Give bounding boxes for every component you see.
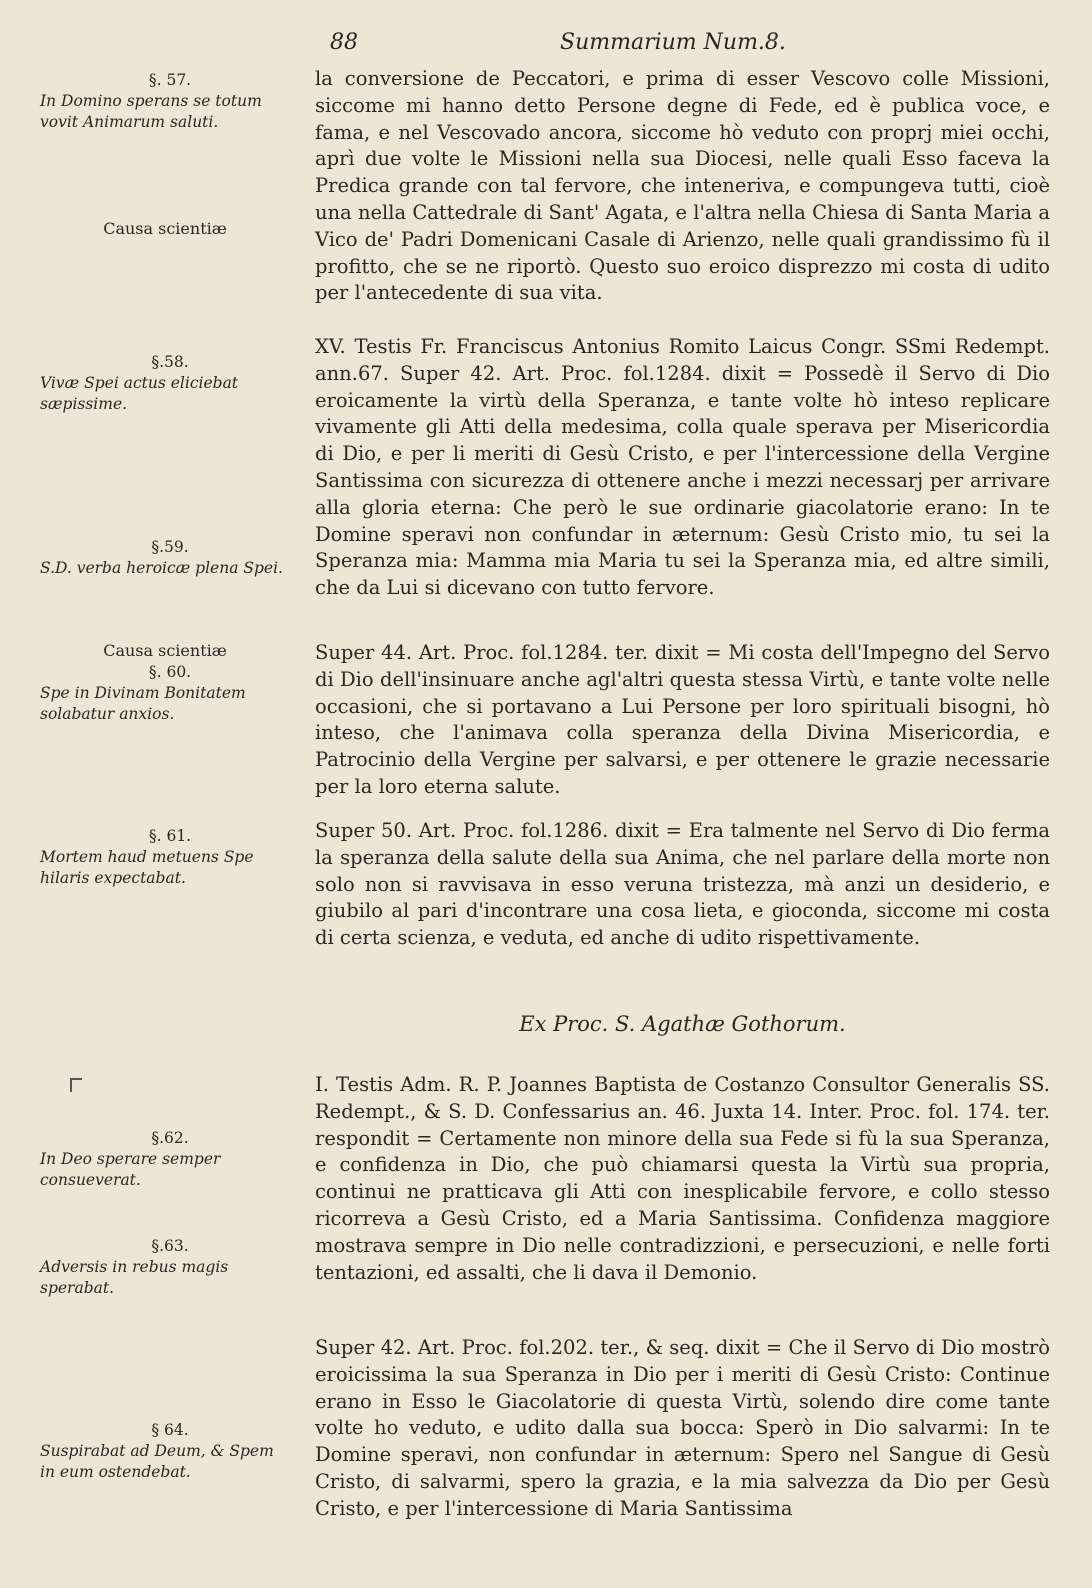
margin-note-text: Adversis in rebus magis sperabat.	[40, 1258, 229, 1297]
margin-note-text: In Deo sperare semper consueverat.	[40, 1150, 221, 1189]
margin-note	[40, 70, 290, 133]
section-number: §.63.	[151, 1237, 189, 1255]
paragraph: XV. Testis Fr. Franciscus Antonius Romito Laicus Congr. SSmi Redempt. ann.67. Super 42. Art. Proc. fol.1284. dixit = Possedè il Servo di Dio eroicamente la virtù della Speranza, e tante volte hò inteso replicare vivamente gli Atti della medesima, colla quale sperava per Misericordia di Dio, e per li meriti di Gesù Cristo, e per l'intercessione della Vergine Santissima con sicurezza di ottenere anche i mezzi necessarj per arrivare alla gloria eterna: Che però le sue ordinarie giacolatorie erano: In te Domine speravi non confundar in æternum: Gesù Cristo mio, tu sei la Speranza mia: Mamma mia Maria tu sei la Speranza mia, ed altre simili, che da Lui si dicevano con tutto fervore.	[315, 335, 1050, 600]
section-number: §. 57.	[148, 71, 192, 89]
running-title: Summarium Num.8.	[560, 30, 786, 55]
margin-note	[40, 826, 290, 889]
margin-note-text: Vivæ Spei actus eliciebat sæpissime.	[40, 374, 239, 413]
margin-note-causa: Causa scientiæ	[103, 219, 227, 238]
margin-note-text: Suspirabat ad Deum, & Spem in eum ostendebat.	[40, 1442, 274, 1481]
section-heading: Ex Proc. S. Agathæ Gothorum.	[519, 1012, 846, 1036]
section-number: § 64.	[151, 1421, 189, 1439]
paragraph: Super 42. Art. Proc. fol.202. ter., & seq. dixit = Che il Servo di Dio mostrò eroicissima la sua Speranza in Dio per i meriti di Gesù Cristo: Continue erano in Esso le Giacolatorie di questa Virtù, solendo dire come tante volte ho veduto, e udito dalla sua bocca: Sperò in Dio salvarmi: In te Domine speravi, non confundar in æternum: Spero nel Sangue di Gesù Cristo, di salvarmi, spero la grazia, e la mia salvezza da Dio per Gesù Cristo, e per l'intercessione di Maria Santissima	[315, 1336, 1050, 1520]
page-header	[330, 30, 1030, 60]
section-number: §.58.	[151, 353, 189, 371]
section-number: §.59.	[151, 538, 189, 556]
margin-note	[40, 662, 290, 725]
paragraph: I. Testis Adm. R. P. Joannes Baptista de Costanzo Consultor Generalis SS. Redempt., & S. D. Confessarius an. 46. Juxta 14. Inter. Proc. fol. 174. ter. respondit = Certamente non minore della sua Fede si fù la sua Speranza, e confidenza in Dio, che può chiamarsi questa la Virtù sua propria, continui ne pratticava gli Atti con inesplicabile fervore, e collo stesso ricorreva a Gesù Cristo, ed a Maria Santissima. Confidenza maggiore mostrava sempre in Dio nelle contradizzioni, e persecuzioni, e nelle forti tentazioni, ed assalti, che li dava il Demonio.	[315, 1073, 1050, 1284]
paragraph: Super 44. Art. Proc. fol.1284. ter. dixit = Mi costa dell'Impegno del Servo di Dio dell'insinuare anche agl'altri questa stessa Virtù, e tante volte nelle occasioni, che si portavano a Lui Persone per loro spirituali bisogni, hò inteso, che l'animava colla speranza della Divina Misericordia, e Patrocinio della Vergine per salvarsi, e per ottenere le grazie necessarie per la loro eterna salute.	[315, 641, 1050, 798]
paragraph: la conversione de Peccatori, e prima di esser Vescovo colle Missioni, siccome mi hanno detto Persone degne di Fede, ed è publica voce, e fama, e nel Vescovado ancora, siccome hò veduto con proprj miei occhi, aprì due volte le Missioni nella sua Diocesi, nelle quali Esso faceva la Predica grande con tal fervore, che inteneriva, e compungeva tutti, cioè una nella Cattedrale di Sant' Agata, e l'altra nella Chiesa di Santa Maria a Vico de' Padri Domenicani Casale di Arienzo, nelle quali grandissimo fù il profitto, che se ne riportò. Questo suo eroico disprezzo mi costa di udito per l'antecedente di sua vita.	[315, 67, 1050, 305]
margin-note-text: Spe in Divinam Bonitatem solabatur anxios.	[40, 684, 246, 723]
margin-note-causa: Causa scientiæ	[103, 641, 227, 660]
section-number: §. 61.	[148, 827, 192, 845]
margin-note-text: In Domino sperans se totum vovit Animarum saluti.	[40, 92, 262, 131]
margin-note	[40, 352, 290, 415]
margin-note	[40, 1128, 290, 1191]
margin-note	[40, 537, 290, 579]
paragraph: Super 50. Art. Proc. fol.1286. dixit = Era talmente nel Servo di Dio ferma la speranza della salute della sua Anima, che nel parlare della morte non solo non si ravvisava in esso veruna tristezza, mà anzi un desiderio, e giubilo al pari d'incontrare una cosa lieta, e gioconda, siccome mi costa di certa scienza, e veduta, ed anche di udito rispettivamente.	[315, 819, 1050, 950]
margin-note-text: S.D. verba heroicæ plena Spei.	[40, 559, 283, 577]
section-number: §. 60.	[148, 663, 192, 681]
page-number: 88	[330, 30, 358, 55]
section-number: §.62.	[151, 1129, 189, 1147]
corner-mark	[70, 1078, 82, 1092]
margin-note	[40, 1420, 290, 1483]
margin-note	[40, 1236, 290, 1299]
margin-note-text: Mortem haud metuens Spe hilaris expectabat.	[40, 848, 254, 887]
